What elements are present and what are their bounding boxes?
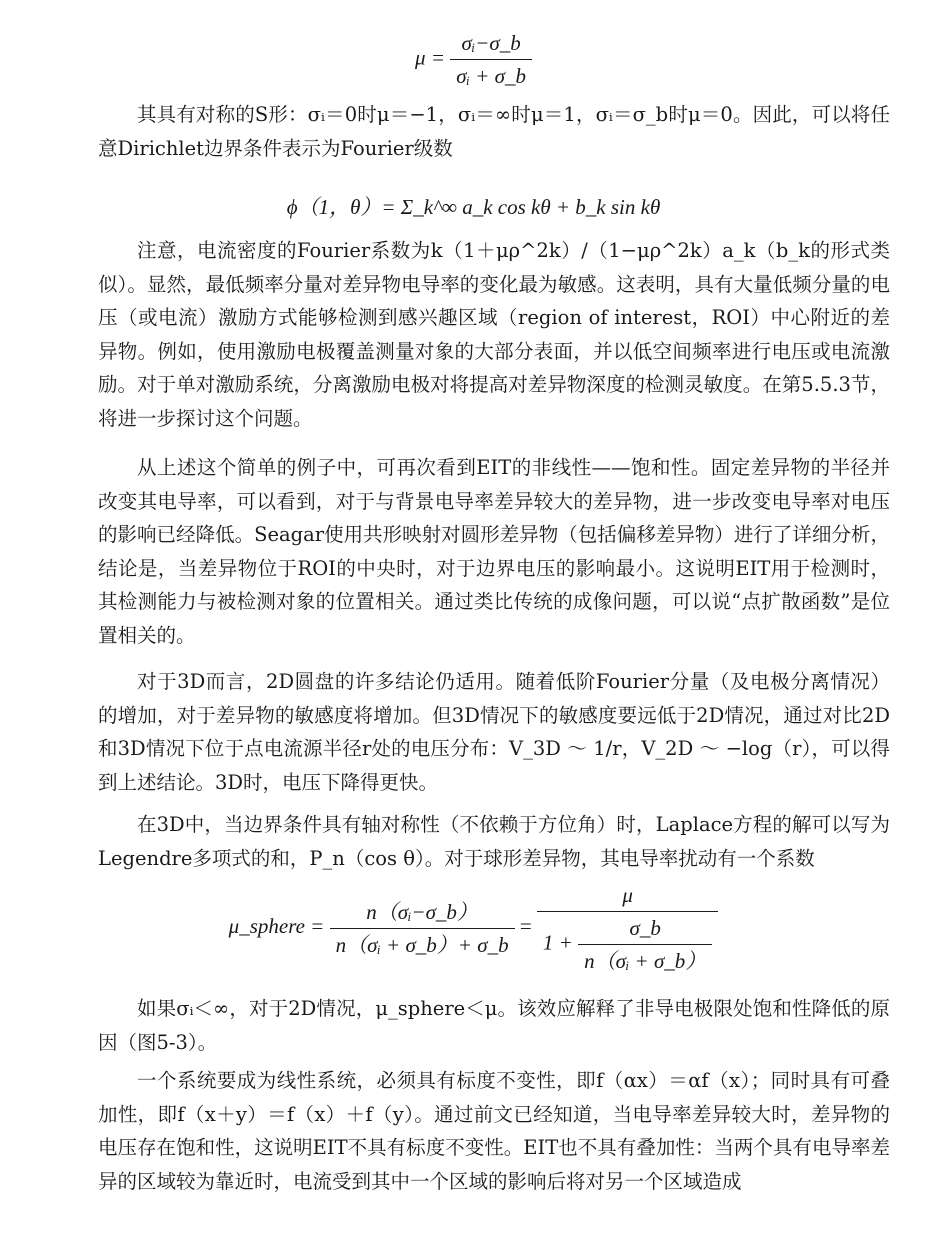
equation-fourier-series: ϕ（1，θ）= Σ_k^∞ a_k cos kθ + b_k sin kθ	[286, 195, 661, 219]
nested-fraction	[578, 913, 712, 976]
nested-fraction-bar	[578, 944, 712, 945]
fraction-bar	[330, 928, 515, 929]
fraction-denominator: n（σᵢ + σ_b）+ σ_b	[335, 932, 509, 957]
paragraph-7: 一个系统要成为线性系统，必须具有标度不变性，即f（αx）＝αf（x）；同时具有可叠加性，即f（x＋y）＝f（x）＋f（y）。通过前文已经知道，当电导率差异较大时，差异物的电压存在饱和性，这说明EIT不具有标度不变性。EIT也不具有叠加性：当两个具有电导率差异的区域较为靠近时，电流受到其中一个区域的影响后将对另一个区域造成	[98, 1069, 890, 1193]
fraction	[330, 897, 515, 960]
fraction-denominator: σᵢ + σ_b	[456, 64, 526, 88]
fraction-numerator: μ	[622, 883, 633, 907]
paragraph-2: 注意，电流密度的Fourier系数为k（1＋μρ^2k）/（1−μρ^2k）a_k（b_k的形式类似）。显然，最低频率分量对差异物电导率的变化最为敏感。这表明，具有大量低频分量的电压（或电流）激励方式能够检测到感兴趣区域（region of interest，ROI）中心附近的差异物。例如，使用激励电极覆盖测量对象的大部分表面，并以低空间频率进行电压或电流激励。对于单对激励系统，分离激励电极对将提高对差异物深度的检测灵敏度。在第5.5.3节，将进一步探讨这个问题。	[98, 239, 890, 430]
paragraph-4: 对于3D而言，2D圆盘的许多结论仍适用。随着低阶Fourier分量（及电极分离情况）的增加，对于差异物的敏感度将增加。但3D情况下的敏感度要远低于2D情况，通过对比2D和3D情况下位于点电流源半径r处的电压分布：V_3D ～ 1/r，V_2D ～ −log（r），可以得到上述结论。3D时，电压下降得更快。	[98, 670, 890, 794]
nested-numerator: σ_b	[629, 916, 661, 940]
equation-mu-definition	[0, 28, 947, 91]
equals-sign: =	[519, 913, 532, 938]
fraction	[537, 880, 718, 976]
fraction-bar	[450, 59, 532, 60]
equation-mu-sphere	[0, 880, 947, 976]
nested-denominator: n（σᵢ + σ_b）	[584, 949, 707, 973]
denominator-prefix: 1 +	[542, 930, 573, 955]
paragraph-6: 如果σᵢ＜∞，对于2D情况，μ_sphere＜μ。该效应解释了非导电极限处饱和性降低的原因（图5-3）。	[98, 997, 890, 1054]
equation-lhs: μ =	[415, 45, 445, 70]
equation-lhs: μ_sphere =	[228, 913, 325, 938]
paragraph-3: 从上述这个简单的例子中，可再次看到EIT的非线性——饱和性。固定差异物的半径并改变其电导率，可以看到，对于与背景电导率差异较大的差异物，进一步改变电导率对电压的影响已经降低。Seagar使用共形映射对圆形差异物（包括偏移差异物）进行了详细分析，结论是，当差异物位于ROI的中央时，对于边界电压的影响最小。这说明EIT用于检测时，其检测能力与被检测对象的位置相关。通过类比传统的成像问题，可以说“点扩散函数”是位置相关的。	[98, 456, 890, 647]
paragraph-5: 在3D中，当边界条件具有轴对称性（不依赖于方位角）时，Laplace方程的解可以写为Legendre多项式的和，P_n（cos θ）。对于球形差异物，其电导率扰动有一个系数	[98, 813, 890, 870]
fraction-bar	[537, 911, 718, 912]
paragraph-1: 其具有对称的S形：σᵢ＝0时μ＝−1，σᵢ＝∞时μ＝1，σᵢ＝σ_b时μ＝0。因此，可以将任意Dirichlet边界条件表示为Fourier级数	[98, 103, 890, 160]
fraction-numerator: σᵢ−σ_b	[461, 31, 521, 55]
fraction-numerator: n（σᵢ−σ_b）	[366, 899, 478, 924]
fraction-denominator	[537, 913, 718, 976]
fraction	[450, 28, 532, 91]
